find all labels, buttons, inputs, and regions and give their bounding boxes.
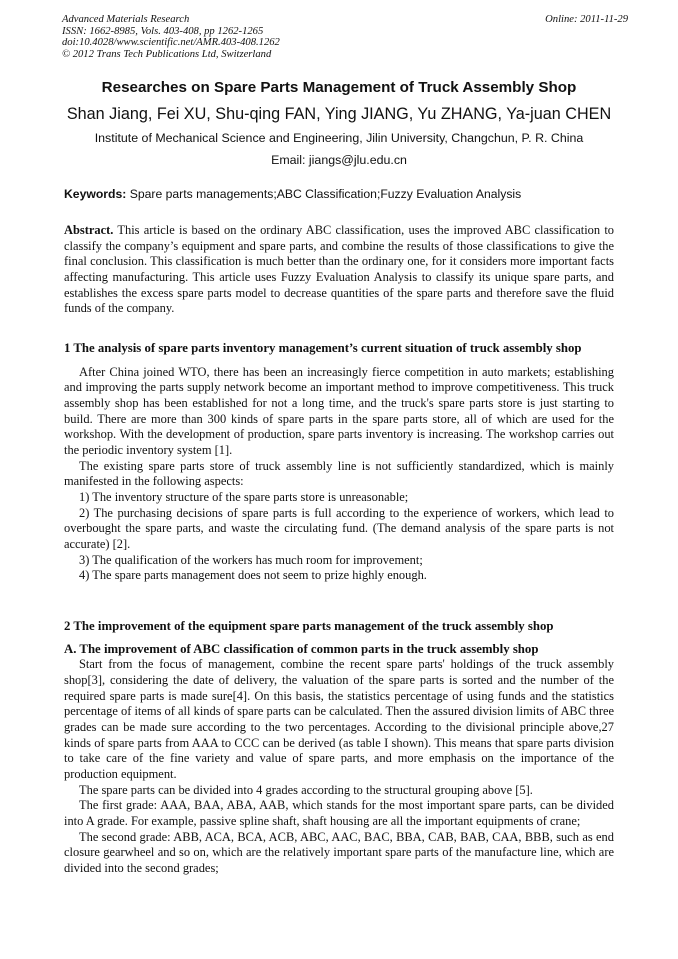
section-2-heading: 2 The improvement of the equipment spare parts management of the truck assembly shop [64,619,554,633]
paragraph: Start from the focus of management, combine the recent spare parts' holdings of the truck assembly shop[3], considering the date of delivery, the valuation of the spare parts is sorted and the number of the required spare parts is made sure[4]. On this basis, the statistics percentage of using funds and the statistics percentage of items of all kinds of spare parts can be calculated. Then the assured division limits of ABC three grades can be made sure according to the two percentages. According to the divisional principle above,27 kinds of spare parts from AAA to CCC can be derived (as table I shown). This means that spare parts division to take care of the fine variety and value of spare parts, and more emphasis on the importance of the production equipment. [64,657,614,781]
email: Email: jiangs@jlu.edu.cn [271,153,407,167]
paragraph: The spare parts can be divided into 4 grades according to the structural grouping above [5]. [79,782,533,797]
doi: doi:10.4028/www.scientific.net/AMR.403-408.1262 [62,37,280,49]
list-item: 3) The qualification of the workers has much room for improvement; [79,552,423,567]
paragraph: The second grade: ABB, ACA, BCA, ACB, ABC, AAC, BAC, BBA, CAB, BAB, CAA, BBB, such as end closure gearwheel and so on, which are the relatively important spare parts of the manufacture line, which are divided into the second grades; [64,829,614,875]
list-item: 1) The inventory structure of the spare parts store is unreasonable; [79,489,409,504]
authors: Shan Jiang, Fei XU, Shu-qing FAN, Ying JIANG, Yu ZHANG, Ya-juan CHEN [66,105,612,123]
keywords-label: Keywords: [64,187,127,201]
keywords [64,187,521,201]
paper-title: Researches on Spare Parts Management of Truck Assembly Shop [101,79,577,96]
paragraph: The first grade: AAA, BAA, ABA, AAB, which stands for the most important spare parts, can be divided into A grade. For example, passive spline shaft, shaft housing are all the important equipments of crane; [64,798,614,828]
affiliation: Institute of Mechanical Science and Engineering, Jilin University, Changchun, P. R. China [94,131,584,145]
issn: ISSN: 1662-8985, Vols. 403-408, pp 1262-1265 [62,25,264,37]
copyright: © 2012 Trans Tech Publications Ltd, Switzerland [62,48,272,60]
section-1 [64,341,614,584]
list-item: 2) The purchasing decisions of spare parts is full according to the experience of workers, which lead to overbought the spare parts, and waste the circulating fund. (The demand analysis of the spare parts is not accurate) [2]. [64,505,614,551]
journal-name: Advanced Materials Research [62,14,190,25]
section-2 [64,619,614,877]
journal-header [62,14,280,60]
section-1-heading: 1 The analysis of spare parts inventory management’s current situation of truck assembly shop [64,341,582,355]
paragraph: After China joined WTO, there has been an increasingly fierce competition in auto markets; establishing and improving the parts supply network become an important method to improve competitiveness. This truck assembly shop has been established for not a long time, and the truck's spare parts store is just starting to build. There are more than 300 kinds of spare parts in the spare parts store, all of which are used for the workshop. With the development of production, spare parts inventory is increasing. The workshop carries out the periodic inventory system [1]. [64,364,614,457]
keywords-text: Spare parts managements;ABC Classification;Fuzzy Evaluation Analysis [126,187,522,201]
paragraph: The existing spare parts store of truck assembly line is not sufficiently standardized, which is mainly manifested in the following aspects: [64,458,614,489]
abstract [64,223,614,317]
list-item: 4) The spare parts management does not seem to prize highly enough. [79,568,427,583]
online-date: Online: 2011-11-29 [545,14,628,25]
abstract-text: This article is based on the ordinary ABC classification, uses the improved ABC classification to classify the company’s equipment and spare parts, and combine the results of those classifications to give the final conclusion. This classification is much better than the ordinary one, for it considers more important facts affecting manufacturing. This article uses Fuzzy Evaluation Analysis to classify its unique spare parts, and establishes the excess spare parts model to decrease quantities of the spare parts and therefore save the fluid funds of the company. [64,223,614,316]
abstract-label: Abstract. [64,223,114,237]
subsection-a-heading: A. The improvement of ABC classification of common parts in the truck assembly shop [64,641,539,656]
